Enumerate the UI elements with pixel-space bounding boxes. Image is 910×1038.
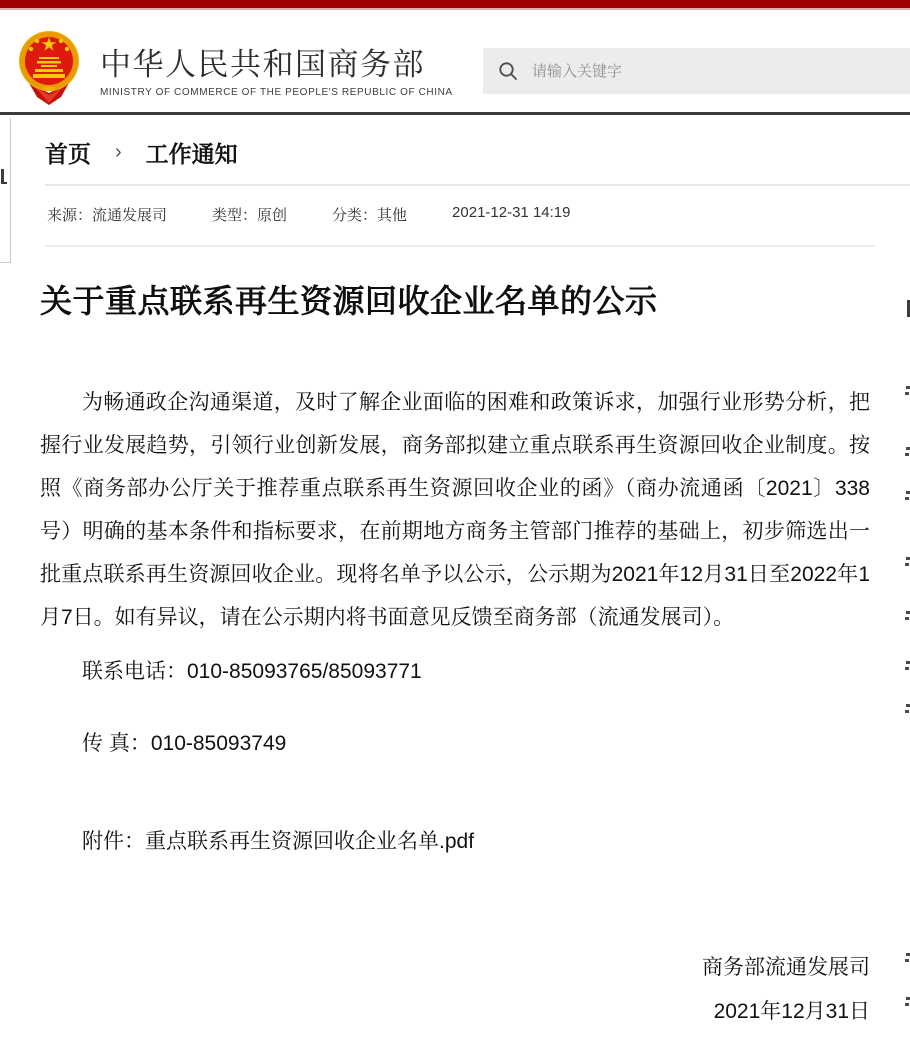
right-edge-clipped-marker [905,997,910,1009]
right-edge-clipped-marker [905,386,910,398]
national-emblem-logo [17,27,81,109]
meta-category: 分类：其他 [332,207,408,224]
right-edge-clipped-marker [905,611,910,623]
right-edge-clipped-marker [905,447,910,459]
search-input[interactable] [518,63,910,80]
site-title: 中华人民共和国商务部 [100,47,425,82]
site-subtitle: MINISTRY OF COMMERCE OF THE PEOPLE'S REPUBLIC OF CHINA [100,87,453,98]
breadcrumb-home[interactable]: 首页 [45,141,91,167]
header-divider [0,112,910,115]
left-edge-panel-border [10,118,11,262]
breadcrumb-current[interactable]: 工作通知 [145,141,238,167]
brand-block [100,48,453,98]
article-paragraph: 为畅通政企沟通渠道，及时了解企业面临的困难和政策诉求，加强行业形势分析，把握行业发展趋势，引领行业创新发展，商务部拟建立重点联系再生资源回收企业制度。按照《商务部办公厅关于推荐重点联系再生资源回收企业的函》（商办流通函〔2021〕338号）明确的基本条件和指标要求，在前期地方商务主管部门推荐的基础上，初步筛选出一批重点联系再生资源回收企业。现将名单予以公示，公示期为2021年12月31日至2022年1月7日。如有异议，请在公示期内将书面意见反馈至商务部（流通发展司）。 [40,391,870,629]
right-edge-clipped-marker [905,661,910,673]
article-meta [47,204,570,225]
meta-source: 来源：流通发展司 [47,207,168,224]
left-edge-clipped-text [1,169,4,184]
signature-block [40,946,870,1034]
breadcrumb [45,136,238,169]
search-box[interactable] [483,48,910,94]
right-edge-clipped-marker [905,704,910,716]
right-edge-clipped-marker [905,491,910,503]
breadcrumb-separator-icon: › [115,141,122,163]
signature-department: 商务部流通发展司 [702,956,870,979]
signature-date: 2021年12月31日 [713,1000,870,1023]
breadcrumb-divider [45,184,910,186]
attachment-link[interactable]: 附件：重点联系再生资源回收企业名单.pdf [82,830,475,853]
meta-divider [45,245,875,247]
right-edge-clipped-marker [905,557,910,569]
site-header [0,12,910,112]
contact-phone: 联系电话：010-85093765/85093771 [82,660,422,683]
meta-type: 类型：原创 [212,207,288,224]
meta-datetime: 2021-12-31 14:19 [452,204,571,221]
search-icon [498,61,518,81]
article-title: 关于重点联系再生资源回收企业名单的公示 [40,283,658,319]
right-edge-clipped-marker [905,953,910,965]
left-edge-panel-border-bottom [0,262,11,263]
top-red-bar [0,0,910,10]
contact-fax: 传 真：010-85093749 [82,732,287,755]
